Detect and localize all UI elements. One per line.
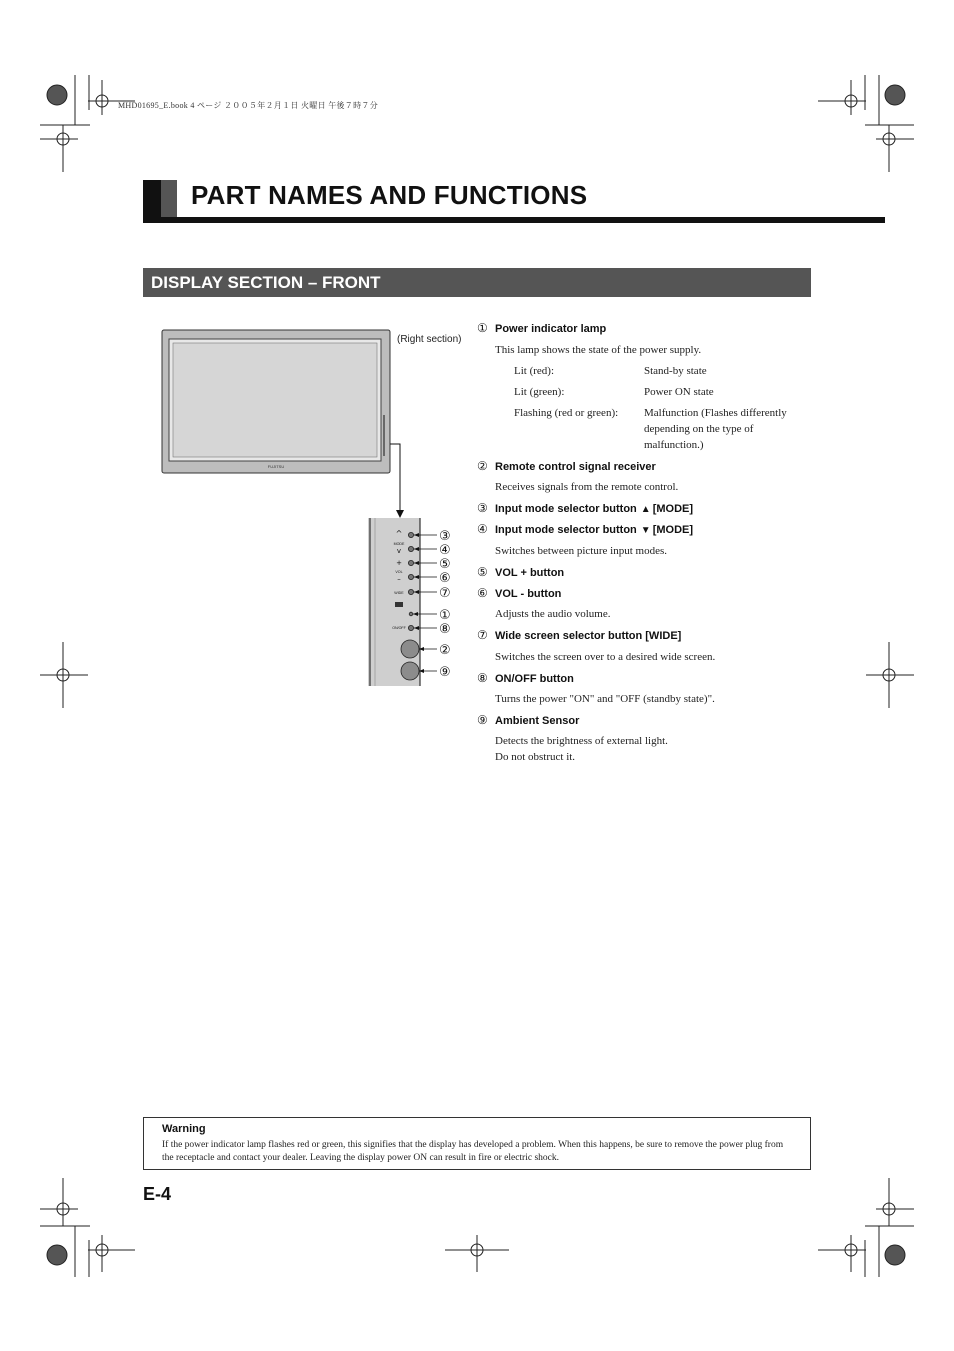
item-title: VOL + button: [495, 567, 565, 579]
panel-label-mode: MODE: [393, 542, 405, 546]
item-number: ⑦: [477, 628, 488, 642]
vol-plus-symbol: +: [396, 559, 402, 567]
item-title: ON/OFF button: [495, 673, 574, 685]
state-label: Flashing (red or green):: [514, 407, 619, 419]
state-value: Power ON state: [644, 386, 714, 398]
item-onoff: [477, 671, 574, 685]
panel-label-onoff: ON/OFF: [392, 626, 406, 630]
up-arrow-icon: ▲: [640, 504, 651, 515]
title-rule: [143, 217, 885, 223]
item-description: Switches the screen over to a desired wide screen.: [495, 651, 716, 663]
item-description: Detects the brightness of external light.: [495, 735, 668, 747]
item-number: ⑧: [477, 671, 488, 685]
callout-4: ④: [439, 543, 451, 558]
item-suffix: [MODE]: [652, 503, 694, 515]
brand-logo: FUJITSU: [267, 464, 285, 469]
item-number: ⑨: [477, 713, 488, 727]
callout-8: ⑧: [439, 622, 451, 637]
item-ambient-sensor: [477, 713, 579, 727]
right-section-label: (Right section): [397, 334, 462, 345]
callout-7: ⑦: [439, 586, 451, 601]
vol-minus-symbol: –: [397, 575, 401, 583]
callout-6: ⑥: [439, 571, 451, 586]
item-description: Adjusts the audio volume.: [495, 608, 611, 620]
item-wide: [477, 628, 681, 642]
page-number: E-4: [143, 1184, 172, 1204]
item-description: This lamp shows the state of the power supply.: [495, 344, 702, 356]
item-number: ①: [477, 321, 488, 335]
item-title: VOL - button: [495, 588, 562, 600]
mode-up-symbol: ^: [395, 529, 403, 538]
item-title: Ambient Sensor: [495, 715, 580, 727]
mode-down-symbol: v: [396, 547, 402, 555]
item-suffix: [MODE]: [652, 524, 694, 536]
item-number: ④: [477, 522, 488, 536]
item-number: ⑤: [477, 565, 488, 579]
item-vol-plus: [477, 565, 564, 579]
item-description: Turns the power "ON" and "OFF (standby state)".: [495, 693, 715, 705]
item-description-2: Do not obstruct it.: [495, 751, 576, 763]
item-vol-minus: [477, 586, 561, 600]
title-block: [143, 180, 161, 218]
item-title: Power indicator lamp: [495, 323, 607, 335]
section-title: DISPLAY SECTION – FRONT: [151, 273, 381, 292]
page-title: PART NAMES AND FUNCTIONS: [191, 180, 588, 210]
callout-2: ②: [439, 643, 451, 658]
state-value: Malfunction (Flashes differently depending on the type of malfunction.): [644, 407, 787, 451]
item-mode-up: [477, 501, 693, 515]
item-title: Input mode selector button: [495, 503, 637, 515]
item-power-indicator: [477, 321, 606, 335]
title-block-accent: [161, 180, 177, 218]
down-arrow-icon: ▼: [640, 525, 651, 536]
item-number: ⑥: [477, 586, 488, 600]
callout-5: ⑤: [439, 557, 451, 572]
warning-title: Warning: [162, 1123, 206, 1135]
callout-3: ③: [439, 529, 451, 544]
item-title: Input mode selector button: [495, 524, 637, 536]
callout-1: ①: [439, 608, 451, 623]
panel-label-vol: VOL: [395, 570, 403, 574]
state-label: Lit (green):: [514, 386, 565, 398]
print-header: MHD01695_E.book 4 ページ ２００５年２月１日 火曜日 午後７時７分: [118, 101, 378, 110]
item-number: ③: [477, 501, 488, 515]
panel-label-wide: WIDE: [394, 591, 404, 595]
item-mode-down: [477, 522, 693, 536]
display-front-figure: [150, 320, 470, 700]
item-number: ②: [477, 459, 488, 473]
callout-9: ⑨: [439, 665, 451, 680]
state-value: Stand-by state: [644, 365, 707, 377]
item-remote-receiver: [477, 459, 656, 473]
item-description: Switches between picture input modes.: [495, 545, 667, 557]
item-description: Receives signals from the remote control.: [495, 481, 679, 493]
state-label: Lit (red):: [514, 365, 555, 377]
item-title: Remote control signal receiver: [495, 461, 656, 473]
warning-text: If the power indicator lamp flashes red or green, this signifies that the display has developed a problem. When this happens, be sure to remove the power plug from the receptacle and contact your dealer. Leaving the display power ON can result in fire or electric shock.: [162, 1140, 784, 1163]
item-title: Wide screen selector button [WIDE]: [495, 630, 682, 642]
